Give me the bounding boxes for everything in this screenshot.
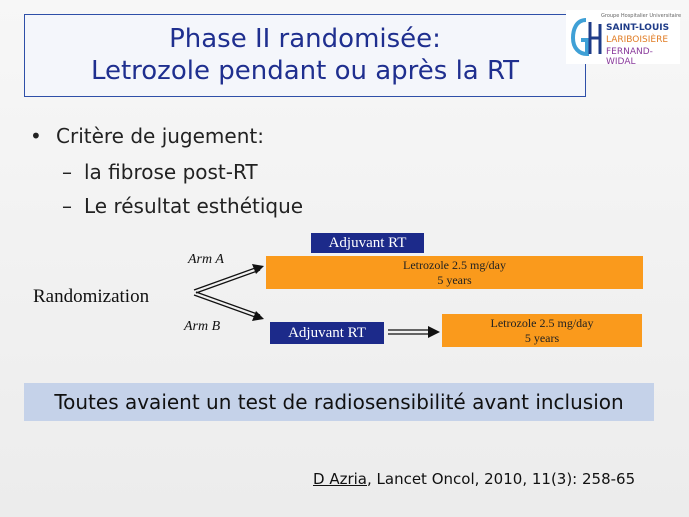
radiosensitivity-banner: Toutes avaient un test de radiosensibilité avant inclusion <box>24 383 654 421</box>
logo-line-2: LARIBOISIÈRE <box>606 35 669 45</box>
arm-b-sequence-arrow <box>388 326 440 338</box>
dash-icon: – <box>62 160 72 184</box>
citation-author: D Azria <box>313 470 367 488</box>
logo-top-text: Groupe Hospitalier Universitaire <box>601 13 682 19</box>
logo-line-1: SAINT-LOUIS <box>606 23 670 33</box>
arm-b-label: Arm B <box>184 319 221 334</box>
title-line-1: Phase II randomisée: <box>169 24 441 54</box>
arm-b-arrow <box>194 292 264 321</box>
arm-a-letrozole-line-1: Letrozole 2.5 mg/day <box>403 258 506 272</box>
arm-a-adjuvant-rt-box: Adjuvant RT <box>311 233 424 253</box>
bullet-main-text: Critère de jugement: <box>56 124 264 148</box>
title-line-2: Letrozole pendant ou après la RT <box>90 56 520 86</box>
arm-a-arrow <box>194 264 264 293</box>
citation <box>313 470 635 488</box>
citation-reference: , Lancet Oncol, 2010, 11(3): 258-65 <box>366 470 636 488</box>
sub-bullet-1-text: la fibrose post-RT <box>84 160 258 184</box>
arm-a-letrozole-line-2: 5 years <box>437 273 472 287</box>
bullet-dot-icon: • <box>30 124 42 148</box>
arm-b-letrozole-line-1: Letrozole 2.5 mg/day <box>490 316 594 330</box>
arm-b-adjuvant-rt-box: Adjuvant RT <box>270 322 384 344</box>
randomization-label: Randomization <box>33 286 150 307</box>
arm-b-letrozole-line-2: 5 years <box>524 331 560 345</box>
logo-line-3: FERNAND-WIDAL <box>606 47 653 67</box>
dash-icon: – <box>62 194 72 218</box>
sub-bullet-2-text: Le résultat esthétique <box>84 194 304 218</box>
arm-a-label: Arm A <box>188 252 224 267</box>
